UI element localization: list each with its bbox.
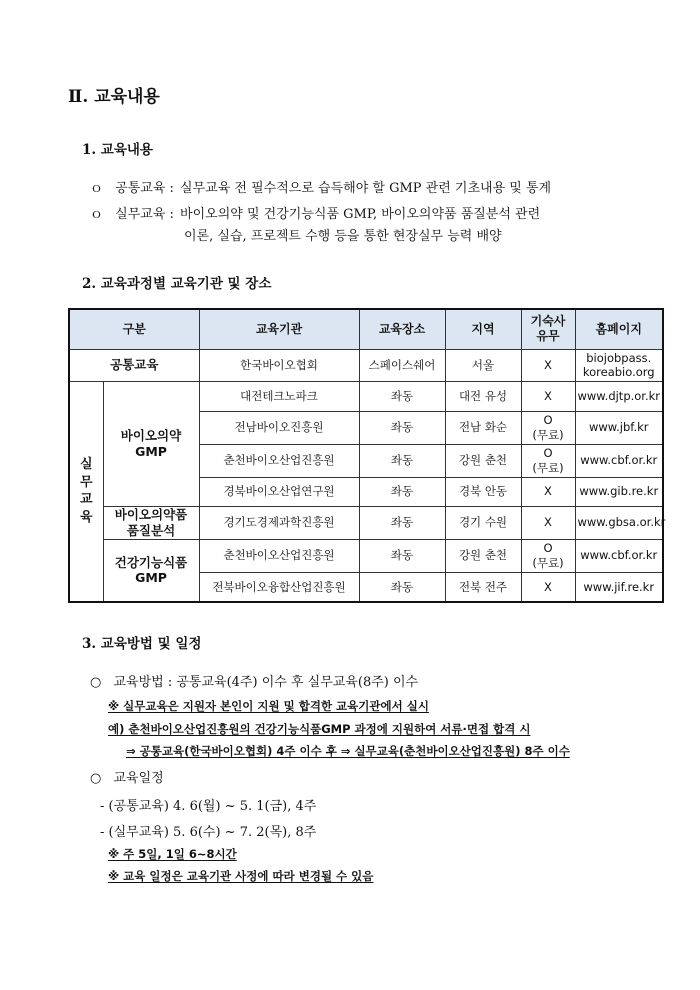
sec1-item-practical (90, 203, 540, 222)
schedule-title: 교육일정 (113, 771, 164, 786)
sec3-title: 3. 교육방법 및 일정 (82, 636, 202, 652)
schedule-line (90, 767, 164, 786)
cell-institution: 대전테크노파크 (199, 381, 359, 411)
cell-place: 좌동 (359, 381, 445, 411)
cell-place: 좌동 (359, 477, 445, 506)
method-text: 교육방법 : 공통교육(4주) 이수 후 실무교육(8주) 이수 (113, 675, 419, 690)
cell-institution: 경북바이오산업연구원 (199, 477, 359, 506)
cell-institution: 춘천바이오산업진흥원 (199, 444, 359, 477)
practical-label: 실 무 교 육 (69, 381, 103, 602)
cell-region: 강원 춘천 (445, 539, 521, 572)
institution-table (68, 308, 664, 603)
cell-homepage: biojobpass. koreabio.org (575, 349, 663, 381)
cell-region: 전남 화순 (445, 411, 521, 444)
cell-dorm: O (무료) (521, 411, 575, 444)
cell-homepage: www.jif.re.kr (575, 572, 663, 602)
schedule-common: - (공통교육) 4. 6(월) ~ 5. 1(금), 4주 (100, 799, 317, 814)
method-line (90, 671, 418, 690)
cell-dorm: X (521, 381, 575, 411)
group-label: 바이오의약 GMP (103, 381, 199, 506)
cell-dorm: O (무료) (521, 539, 575, 572)
cell-homepage: www.cbf.or.kr (575, 539, 663, 572)
cell-place: 좌동 (359, 411, 445, 444)
table-row (69, 349, 663, 381)
cell-homepage: www.cbf.or.kr (575, 444, 663, 477)
group-label: 건강기능식품 GMP (103, 539, 199, 602)
cell-institution: 전북바이오융합산업진흥원 (199, 572, 359, 602)
cell-institution: 경기도경제과학진흥원 (199, 506, 359, 539)
sec1-title: 1. 교육내용 (82, 142, 153, 158)
cell-homepage: www.jbf.kr (575, 411, 663, 444)
note-hours: ※ 주 5일, 1일 6~8시간 (108, 847, 237, 861)
sec1-item-text: 바이오의약 및 건강기능식품 GMP, 바이오의약품 품질분석 관련 (180, 207, 541, 222)
cell-region: 경기 수원 (445, 506, 521, 539)
bullet: ｏ (90, 207, 104, 222)
table-header-row (69, 309, 663, 349)
table-row (69, 506, 663, 539)
cell-dorm: X (521, 349, 575, 381)
bullet: ○ (90, 675, 102, 690)
common-label: 공통교육 (69, 349, 199, 381)
arrow-line: ⇒ 공통교육(한국바이오협회) 4주 이수 후 ⇒ 실무교육(춘천바이오산업진흥원) 8주 이수 (126, 744, 570, 758)
cell-dorm: X (521, 506, 575, 539)
cell-dorm: X (521, 477, 575, 506)
cell-homepage: www.djtp.or.kr (575, 381, 663, 411)
bullet: ○ (90, 771, 102, 786)
sec2-title: 2. 교육과정별 교육기관 및 장소 (82, 276, 272, 292)
group-label: 바이오의약품 품질분석 (103, 506, 199, 539)
table-row (69, 539, 663, 572)
header-region: 지역 (445, 309, 521, 349)
header-institution: 교육기관 (199, 309, 359, 349)
cell-homepage: www.gbsa.or.kr (575, 506, 663, 539)
sec1-item-label: 실무교육 : (115, 207, 174, 222)
cell-institution: 춘천바이오산업진흥원 (199, 539, 359, 572)
cell-region: 대전 유성 (445, 381, 521, 411)
bullet: ｏ (90, 181, 104, 196)
sec1-item-label: 공통교육 : (115, 181, 174, 196)
cell-region: 서울 (445, 349, 521, 381)
cell-place: 좌동 (359, 506, 445, 539)
table-row (69, 381, 663, 411)
cell-dorm: X (521, 572, 575, 602)
cell-place: 좌동 (359, 572, 445, 602)
header-dorm: 기숙사 유무 (521, 309, 575, 349)
cell-institution: 전남바이오진흥원 (199, 411, 359, 444)
cell-region: 전북 전주 (445, 572, 521, 602)
header-homepage: 홈페이지 (575, 309, 663, 349)
sec1-item-text: 실무교육 전 필수적으로 습득해야 할 GMP 관련 기초내용 및 통계 (180, 181, 552, 196)
cell-region: 강원 춘천 (445, 444, 521, 477)
note-practical: ※ 실무교육은 지원자 본인이 지원 및 합격한 교육기관에서 실시 (108, 699, 429, 713)
cell-institution: 한국바이오협회 (199, 349, 359, 381)
header-category: 구분 (69, 309, 199, 349)
header-place: 교육장소 (359, 309, 445, 349)
cell-homepage: www.gib.re.kr (575, 477, 663, 506)
cell-place: 좌동 (359, 444, 445, 477)
sec1-item-cont: 이론, 실습, 프로젝트 수행 등을 통한 현장실무 능력 배양 (184, 229, 502, 244)
sec1-item-common (90, 177, 551, 196)
example-line: 예) 춘천바이오산업진흥원의 건강기능식품GMP 과정에 지원하여 서류·면접 합격 시 (108, 722, 531, 736)
schedule-practical: - (실무교육) 5. 6(수) ~ 7. 2(목), 8주 (100, 825, 317, 840)
cell-region: 경북 안동 (445, 477, 521, 506)
cell-place: 스페이스쉐어 (359, 349, 445, 381)
cell-dorm: O (무료) (521, 444, 575, 477)
cell-place: 좌동 (359, 539, 445, 572)
section-title: Ⅱ. 교육내용 (68, 87, 160, 107)
note-change: ※ 교육 일정은 교육기관 사정에 따라 변경될 수 있음 (108, 869, 374, 883)
